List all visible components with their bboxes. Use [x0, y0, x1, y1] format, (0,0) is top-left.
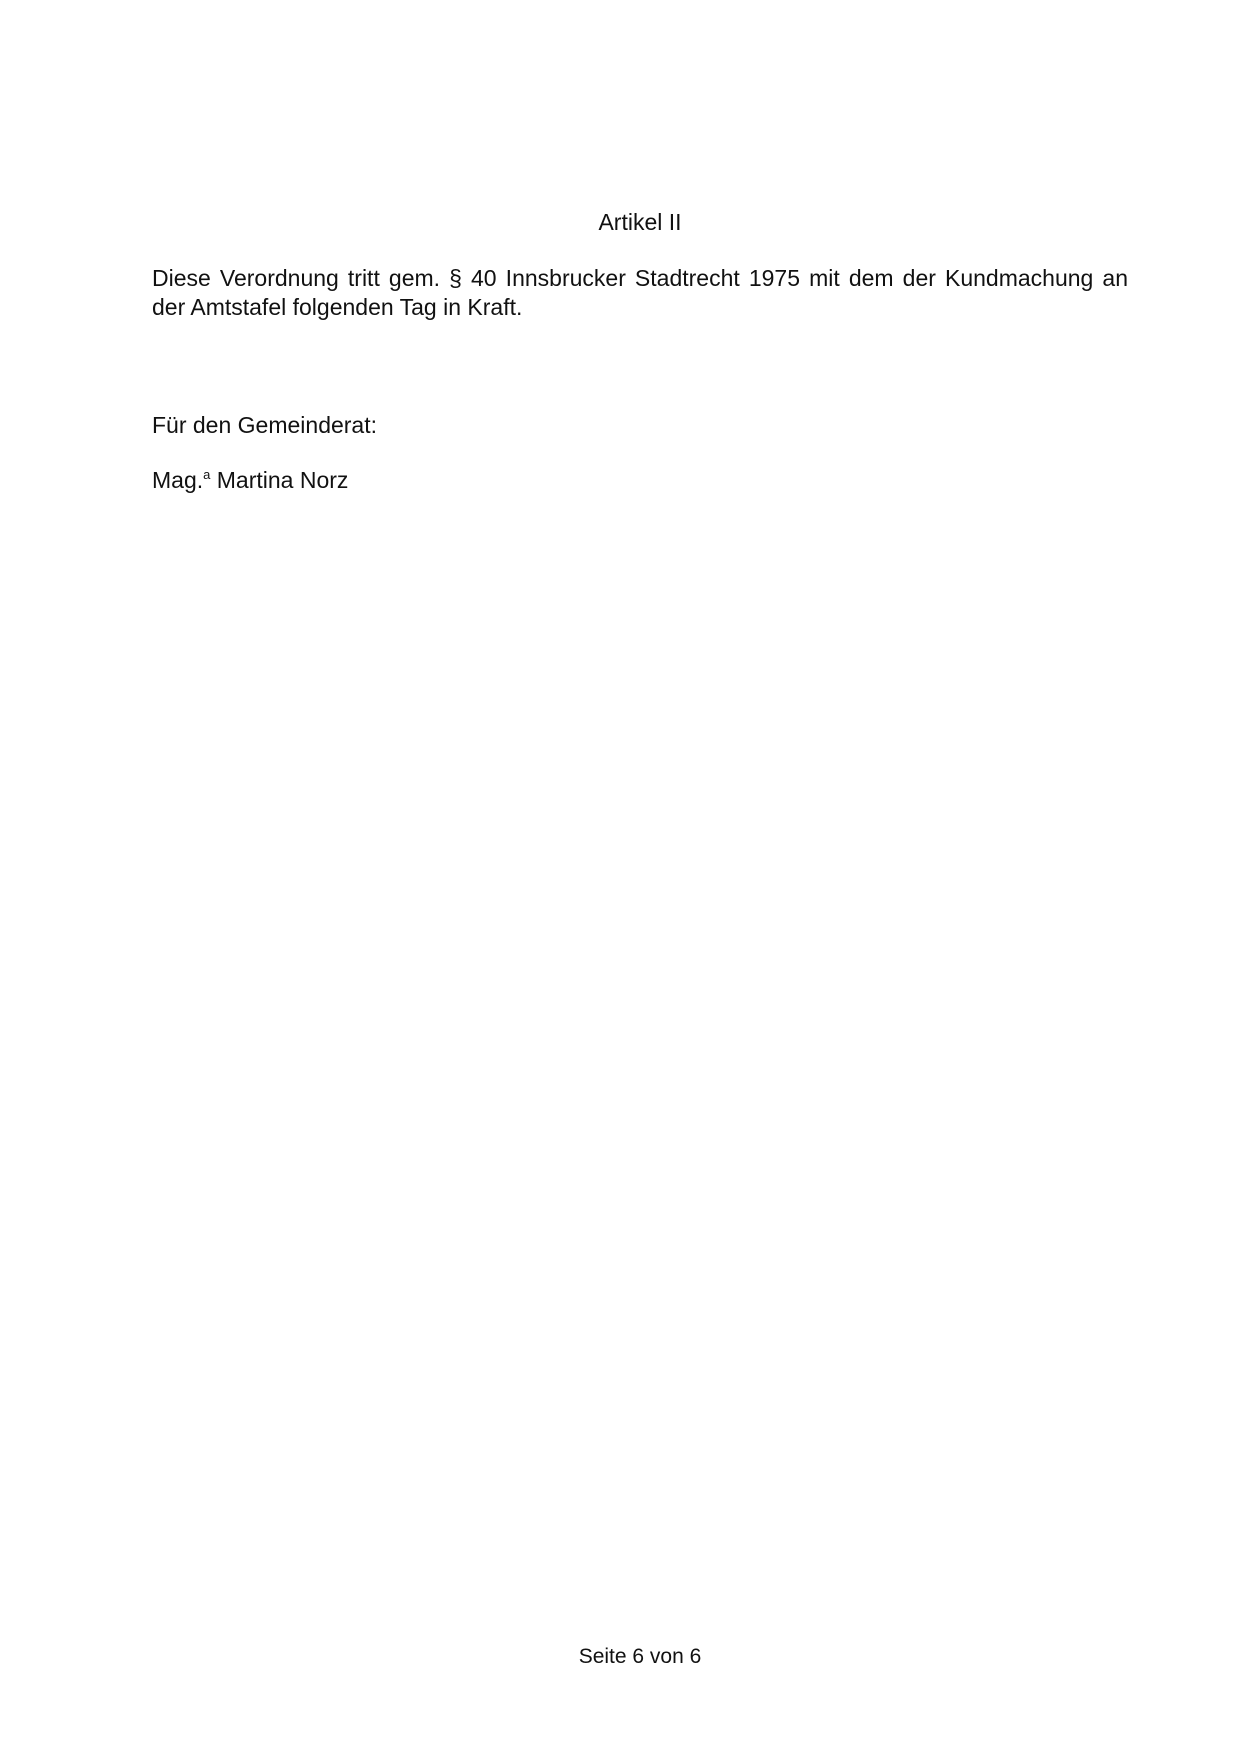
signatory-title: Mag.	[152, 467, 204, 493]
signatory-line	[152, 466, 348, 494]
body-paragraph: Diese Verordnung tritt gem. § 40 Innsbrucker Stadtrecht 1975 mit dem der Kundmachung an der Amtstafel folgenden Tag in Kraft.	[152, 265, 1128, 320]
article-heading: Artikel II	[598, 209, 682, 235]
signature-intro: Für den Gemeinderat:	[152, 412, 378, 438]
page-number-footer: Seite 6 von 6	[578, 1645, 702, 1668]
signatory-name: Martina Norz	[216, 467, 349, 493]
signatory-title-superscript: a	[203, 467, 211, 482]
